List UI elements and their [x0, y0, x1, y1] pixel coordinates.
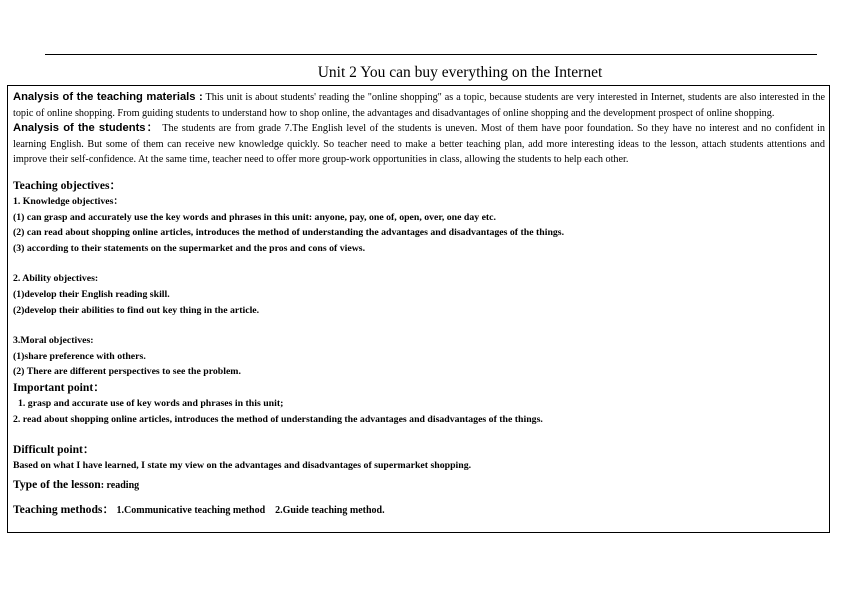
moral-objectives-heading: 3.Moral objectives:	[13, 335, 94, 347]
teaching-methods	[13, 502, 825, 519]
teaching-objectives-heading: Teaching objectives：	[13, 178, 122, 192]
analysis-students-text: The students are from grade 7.The English level of the students is uneven. Most of them have poor foundation. So they have no interest and no confident in learning English. But some of them can receive new knowledge quickly. So teacher need to make a better teaching plan, add more interesting ideas to the lesson, attach students attentions and improve their self-confidence. At the same time, teacher need to offer more group-work opportunities in class, allowing the students to help each other.	[13, 123, 825, 166]
teaching-methods-heading: Teaching methods：	[13, 502, 115, 516]
knowledge-objective-1: (1) can grasp and accurately use the key words and phrases in this unit: anyone, pay, one of, open, over, one day etc.	[13, 211, 496, 223]
knowledge-objective-2: (2) can read about shopping online articles, introduces the method of understanding the advantages and disadvantages of the things.	[13, 227, 565, 239]
knowledge-objective-3: (3) according to their statements on the supermarket and the pros and cons of views.	[13, 242, 366, 254]
lesson-type	[13, 477, 825, 494]
moral-objective-1: (1)share preference with others.	[13, 350, 146, 362]
header-rule	[45, 54, 817, 55]
teaching-methods-value: 1.Communicative teaching method 2.Guide teaching method.	[114, 504, 385, 516]
difficult-point-heading: Difficult point：	[13, 443, 95, 457]
analysis-materials	[13, 90, 825, 121]
important-point-1: 1. grasp and accurate use of key words and phrases in this unit;	[18, 397, 284, 409]
moral-objective-2: (2) There are different perspectives to see the problem.	[13, 366, 241, 378]
lesson-type-heading: Type of the lesson	[13, 477, 101, 491]
lesson-plan-box	[7, 85, 830, 533]
important-point-heading: Important point：	[13, 380, 105, 394]
difficult-point-text: Based on what I have learned, I state my view on the advantages and disadvantages of supermarket shopping.	[13, 460, 472, 472]
page-title: Unit 2 You can buy everything on the Internet	[317, 64, 603, 81]
analysis-materials-heading: Analysis of the teaching materials :	[13, 91, 203, 103]
ability-objective-2: (2)develop their abilities to find out key thing in the article.	[13, 304, 260, 316]
knowledge-objectives-heading: 1. Knowledge objectives：	[13, 195, 124, 207]
important-point-2: 2. read about shopping online articles, introduces the method of understanding the advantages and disadvantages of the things.	[13, 413, 543, 425]
ability-objective-1: (1)develop their English reading skill.	[13, 288, 170, 300]
analysis-materials-text: This unit is about students' reading the "online shopping" as a topic, because students are very interested in Internet, students are also interested in the topic of online shopping. From guiding students to understand how to shop online, the advantages and disadvantages of online shopping and the development prospect of online shopping.	[13, 92, 825, 119]
analysis-students	[13, 121, 825, 168]
analysis-students-heading: Analysis of the students：	[13, 122, 159, 135]
ability-objectives-heading: 2. Ability objectives:	[13, 273, 99, 285]
lesson-type-value: : reading	[100, 479, 140, 491]
